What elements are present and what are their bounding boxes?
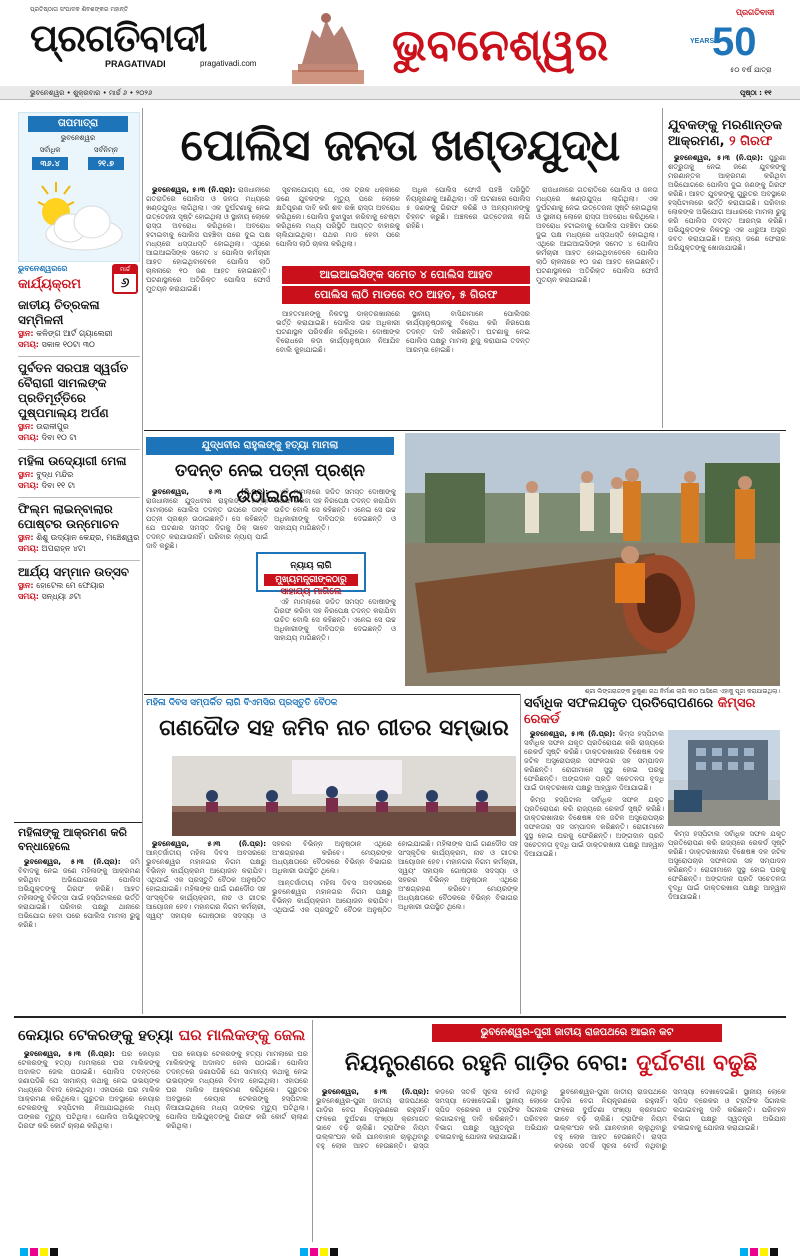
lead-kicker-injured: ଆଇଆଇସିଙ୍କ ସମେତ ୪ ପୋଲିସ ଆହତ [282, 266, 530, 284]
divider [14, 1016, 786, 1018]
story2-col1 [146, 488, 268, 688]
column-rule [312, 1020, 313, 1242]
divider [144, 694, 520, 695]
temperature-min-value: ୨୧.୭ [88, 157, 124, 170]
column-rule [142, 108, 143, 1014]
story-text: ଘର କେୟାର ଟେକରଙ୍କୁ ହତ୍ୟା ମାମଲାରେ ଘର ମାଲିକଙ୍କୁ ଅଦାଲତ ଜେଲ ପଠାଇଛି। ପୋଲିସ ତଦନ୍ତରେ ଜଣାପଡିଛି ଯେ ସାମାନ୍ୟ କଥାକୁ ନେଇ ଉଭୟଙ୍କ ମଧ୍ୟରେ ବିବାଦ ହୋଇଥିଲା। ଏହାପରେ ଘର ମାଲିକ ଆକ୍ରମଣ କରିଥିଲେ। ଗୁରୁତର ଅବସ୍ଥାରେ କେୟାର ଟେକରଙ୍କୁ ହସ୍ପିଟାଲ ନିଆଯାଇଥିଲେ ମଧ୍ୟ ତାଙ୍କର ମୃତ୍ୟୁ ଘଟିଥିଲା। ପୋଲିସ ଅଭିଯୁକ୍ତଙ୍କୁ ଗିରଫ କରି କୋର୍ଟ ଚାଲାଣ କରିଥିଲା। [166, 1050, 308, 1130]
story-dateline: ଭୁବନେଶ୍ୱର, ୫।୩ (ନି.ପ୍ର): [152, 840, 266, 848]
bottom-right-kicker: ଭୁବନେଶ୍ୱର-ପୁରୀ ଜାତୀୟ ରାଜପଥରେ ଆଇନ କଟ [432, 1024, 722, 1042]
program-time-label: ସମୟ: [18, 340, 39, 349]
lead-story-col2 [276, 186, 400, 262]
story4-body-cont [668, 830, 786, 1012]
programs-heading: କାର୍ଯ୍ୟକ୍ରମ [18, 277, 81, 292]
story-text: କିମ୍ସ ହସ୍ପିଟାଲ ସର୍ବାଧିକ ସଫଳ ଯକୃତ ପ୍ରତିରୋପଣ କରି ରାଜ୍ୟରେ ରେକର୍ଡ ସୃଷ୍ଟି କରିଛି। ଡାକ୍ତରଖାନାର ବିଶେଷଜ୍ଞ ଦଳ ଜଟିଳ ଅସ୍ତ୍ରୋପଚାର ସଫଳତାର ସହ ସମ୍ପାଦନ କରିଛନ୍ତି। ରୋଗୀମାନେ ସୁସ୍ଥ ହୋଇ ଘରକୁ ଫେରିଛନ୍ତି। ଅଙ୍ଗଦାନ ପ୍ରତି ସଚେତନତା ବୃଦ୍ଧି ପାଇଁ ଡାକ୍ତରଖାନା ପକ୍ଷରୁ ଆହ୍ୱାନ ଦିଆଯାଇଛି। [668, 830, 786, 901]
photo-caption: ଶ୍ରୀ ଲିଙ୍ଗରାଜଙ୍କ ରୁକୁଣା ରଥ ନିର୍ମାଣ ଲାଗି କାଠ ଆସିଲେ ଏହାକୁ ପୂଜା କରାଯାଇଥିଲା। [584, 688, 780, 695]
program-item [18, 565, 140, 602]
program-item [18, 454, 140, 491]
temperature-max-label: ସର୍ବାଧିକ [39, 146, 61, 154]
print-registration-marks [0, 1244, 800, 1260]
program-place: କଳିଙ୍ଗ ଆର୍ଟ ଗ୍ୟାଲେରୀ [36, 329, 113, 338]
story-text: ଆନ୍ତର୍ଜାତୀୟ ମହିଳା ଦିବସ ଅବସରରେ ଭୁବନେଶ୍ୱର ମହାନଗର ନିଗମ ପକ୍ଷରୁ ବିଭିନ୍ନ କାର୍ଯ୍ୟକ୍ରମ ଆୟୋଜନ କରାଯିବ। ଏଥିପାଇଁ ଏକ ପ୍ରସ୍ତୁତି ବୈଠକ ଅନୁଷ୍ଠିତ ହୋଇଯାଇଛି। ମହିଳାଙ୍କ ପାଇଁ ଗଣଦୌଡ ସହ ସାଂସ୍କୃତିକ କାର୍ଯ୍ୟକ୍ରମ, ନାଚ ଓ ଗୀତର ଆୟୋଜନ ହେବ। ମହାନଗର ନିଗମ କର୍ମଚାରୀ, ସ୍ୱୟଂ ସହାୟକ ଗୋଷ୍ଠୀର ସଦସ୍ୟା ଓ ସହରର ବିଭିନ୍ନ ଅନୁଷ୍ଠାନ ଏଥିରେ ଅଂଶଗ୍ରହଣ କରିବେ। ମେୟରଙ୍କ ଅଧ୍ୟକ୍ଷତାରେ ବୈଠକରେ ବିଭିନ୍ନ ବିଭାଗର ଅଧିକାରୀ ଉପସ୍ଥିତ ଥିଲେ। [272, 840, 518, 914]
story-text: ପୁରୁଣା ଶତ୍ରୁତାକୁ ନେଇ ଜଣେ ଯୁବକଙ୍କୁ ମରଣାନ୍ତକ ଆକ୍ରମଣ କରିଥିବା ଅଭିଯୋଗରେ ପୋଲିସ ଦୁଇ ଜଣଙ୍କୁ ଗିରଫ କରିଛି। ଆହତ ଯୁବକଙ୍କୁ ଗୁରୁତର ଅବସ୍ଥାରେ ହସ୍ପିଟାଲରେ ଭର୍ତ୍ତି କରାଯାଇଛି। ପରିବାର ଲୋକଙ୍କ ଅଭିଯୋଗ ଆଧାରରେ ମାମଲା ରୁଜୁ କରି ପୋଲିସ ତଦନ୍ତ ଆରମ୍ଭ କରିଛି। ଅଭିଯୁକ୍ତଙ୍କ ନିକଟରୁ ଏକ ଧାରୁଆ ଅସ୍ତ୍ର ଜବତ କରାଯାଇଛି। ଅନ୍ୟ ଜଣେ ଫେରାର ଅଭିଯୁକ୍ତଙ୍କୁ ଖୋଜାଯାଉଛି। [668, 154, 786, 252]
story-text: ଏହି ମାମଲାରେ ଜଡିତ ସମସ୍ତ ଦୋଷୀଙ୍କୁ ଗିରଫ କରିବା ସହ ନିରପେକ୍ଷ ତଦନ୍ତ କରାଯିବା ଉଚିତ ବୋଲି ସେ କହିଛନ୍ତି। ଏନେଇ ସେ ଉଚ୍ଚ ଅଧିକାରୀଙ୍କୁ ଦାବିପତ୍ର ଦେଇଛନ୍ତି ଓ ସାହାଯ୍ୟ ମାଗିଛନ୍ତି। [274, 488, 396, 532]
pull-quote [256, 552, 366, 597]
story-headline[interactable]: ମହିଳାଙ୍କୁ ଆକ୍ରମଣ କରି ବନ୍ଧାହେଲେ [18, 826, 128, 853]
program-time-label: ସମୟ: [18, 544, 39, 553]
story-text: ଘର କେୟାର ଟେକରଙ୍କୁ ହତ୍ୟା ମାମଲାରେ ଘର ମାଲିକଙ୍କୁ ଅଦାଲତ ଜେଲ ପଠାଇଛି। ପୋଲିସ ତଦନ୍ତରେ ଜଣାପଡିଛି ଯେ ସାମାନ୍ୟ କଥାକୁ ନେଇ ଉଭୟଙ୍କ ମଧ୍ୟରେ ବିବାଦ ହୋଇଥିଲା। ଏହାପରେ ଘର ମାଲିକ ଆକ୍ରମଣ କରିଥିଲେ। ଗୁରୁତର ଅବସ୍ଥାରେ କେୟାର ଟେକରଙ୍କୁ ହସ୍ପିଟାଲ ନିଆଯାଇଥିଲେ ମଧ୍ୟ ତାଙ୍କର ମୃତ୍ୟୁ ଘଟିଥିଲା। ପୋଲିସ ଅଭିଯୁକ୍ତଙ୍କୁ ଗିରଫ କରି କୋର୍ଟ ଚାଲାଣ କରିଥିଲା। [18, 1050, 160, 1130]
lead-story-col1 [146, 186, 270, 426]
pull-quote-line2: ମୁଖ୍ୟମନ୍ତ୍ରୀଙ୍କଠାରୁ [264, 574, 358, 586]
column-rule [662, 108, 663, 428]
website-url[interactable]: pragativadi.com [200, 59, 257, 68]
story-body [18, 858, 140, 1010]
newspaper-logo[interactable]: ପ୍ରଗତିବାଦୀ [30, 16, 207, 60]
program-item [18, 298, 140, 350]
newspaper-logo-latin: PRAGATIVADI [105, 59, 166, 69]
lead-headline[interactable]: ପୋଲିସ ଜନତା ଖଣ୍ଡଯୁଦ୍ଧ [180, 120, 620, 171]
program-place-label: ସ୍ଥାନ: [18, 422, 34, 431]
bottom-right-title-part1: ନିୟନ୍ତ୍ରଣରେ ରହୁନି ଗାଡ଼ିର ବେଗ: [344, 1051, 629, 1076]
story-dateline: ଭୁବନେଶ୍ୱର, ୫।୩ (ନି.ପ୍ର): [24, 1050, 115, 1058]
program-place-label: ସ୍ଥାନ: [18, 581, 34, 590]
calendar-icon [112, 264, 138, 294]
story2-headline[interactable]: ତଦନ୍ତ ନେଇ ପତ୍ନୀ ପ୍ରଶ୍ନ ଉଠାଇଲେ [175, 461, 365, 507]
program-item [18, 502, 140, 554]
lead-story-col3b [406, 310, 530, 426]
badge-years-label: YEARS [690, 38, 715, 45]
program-title: ପୁର୍ବତନ ସରପଞ୍ଚ ସ୍ୱର୍ଗତ ବୈରାଗୀ ସାମଲଙ୍କ ପ୍ରତିମୂର୍ତ୍ତିରେ ପୁଷ୍ପମାଲ୍ୟ ଅର୍ପଣ [18, 361, 129, 420]
pull-quote-line1: ନ୍ୟାୟ ଲାଗି [290, 561, 332, 571]
story-text: ସୂଚନାଯୋଗ୍ୟ ଯେ, ଏକ ଟ୍ରକ ଧକ୍କାରେ ଜଣେ ଯୁବକଙ୍କ ମୃତ୍ୟୁ ପରେ ଲୋକେ କ୍ଷତିପୂରଣ ଦାବି କରି ଶବ ରଖି ରାସ୍ତା ଅବରୋଧ କରିଥିଲେ। ପୋଲିସ ବୁଝାସୁଝା କରିବାକୁ ଚେଷ୍ଟା କରିଥିଲେ ମଧ୍ୟ ପରିସ୍ଥିତି ଆୟତ୍ତ ବାହାରକୁ ଚାଲିଯାଇଥିଲା। ପଥର ମାଡ ହେବା ପରେ ପୋଲିସ ଲାଠି ଚାଳନା କରିଥିଲା। [276, 186, 400, 248]
badge-caption: ୫୦ ବର୍ଷ ଯାତ୍ରା [730, 66, 772, 74]
program-time: ଦିବା ୧୧ ଟା [41, 481, 76, 490]
anniversary-badge [690, 8, 776, 78]
story-dateline: ଭୁବନେଶ୍ୱର, ୫।୩ (ନି.ପ୍ର): [322, 1088, 429, 1096]
program-time: ସନ୍ଧ୍ୟା ୬ଟା [41, 592, 82, 601]
right-story-title-part1: ଯୁବକଙ୍କୁ ମରଣାନ୍ତକ ଆକ୍ରମଣ, [668, 118, 783, 149]
temperature-city: ଭୁବନେଶ୍ୱର [60, 134, 96, 142]
story2-col2 [274, 488, 396, 548]
calendar-day: ୬ [120, 275, 130, 291]
program-place-label: ସ୍ଥାନ: [18, 533, 34, 542]
program-place: ହୋଟେଲ ମେ ଫେୟାର [36, 581, 105, 590]
badge-years-number: 50 [712, 20, 757, 64]
weather-sun-cloud-icon [26, 176, 130, 256]
program-time: ଅପରାହ୍ନ ୪ଟା [41, 544, 86, 553]
divider [14, 822, 142, 823]
divider [18, 560, 140, 561]
divider [18, 356, 140, 357]
story3-kicker: ମହିଳା ଦିବସ ସମ୍ପର୍କିତ ଲାଗି ବିଏମସିର ପ୍ରସ୍ତୁତି ବୈଠକ [146, 698, 338, 708]
story-text: ରାଜଧାନୀରେ ଗତରାତିରେ ପୋଲିସ ଓ ଜନତା ମଧ୍ୟରେ ଖଣ୍ଡଯୁଦ୍ଧ ଲାଗିଥିଲା। ଏକ ଦୁର୍ଘଟଣାକୁ ନେଇ ଉତ୍ତେଜନା ସୃଷ୍ଟି ହୋଇଥିଲା ଓ ସ୍ଥାନୀୟ ଲୋକେ ରାସ୍ତା ଅବରୋଧ କରିଥିଲେ। ଅବରୋଧ ହଟାଇବାକୁ ପୋଲିସ ପହଞ୍ଚିବା ପରେ ଦୁଇ ପକ୍ଷ ମଧ୍ୟରେ ଧସ୍ତାଧସ୍ତି ହୋଇଥିଲା। ଏଥିରେ ଆଇଆଇସିଙ୍କ ସମେତ ୪ ପୋଲିସ କର୍ମଚାରୀ ଆହତ ହୋଇଥିବାବେଳେ ପୋଲିସ ଲାଠି ଚାଳନାରେ ୧୦ ଜଣ ଆହତ ହୋଇଛନ୍ତି। ଘଟଣାସ୍ଥଳରେ ଅତିରିକ୍ତ ପୋଲିସ ଫୋର୍ସ ମୁତୟନ କରାଯାଇଛି। [146, 186, 270, 293]
program-time: ଦିବା ୧୦ ଟା [41, 433, 77, 442]
statue-illustration [272, 8, 382, 88]
lead-story-col2b [276, 310, 400, 426]
story4-body [524, 730, 664, 1012]
program-time-label: ସମୟ: [18, 592, 39, 601]
right-story-headline[interactable] [668, 118, 786, 150]
story-text: ଏହି ମାମଲାରେ ଜଡିତ ସମସ୍ତ ଦୋଷୀଙ୍କୁ ଗିରଫ କରିବା ସହ ନିରପେକ୍ଷ ତଦନ୍ତ କରାଯିବା ଉଚିତ ବୋଲି ସେ କହିଛନ୍ତି। ଏନେଇ ସେ ଉଚ୍ଚ ଅଧିକାରୀଙ୍କୁ ଦାବିପତ୍ର ଦେଇଛନ୍ତି ଓ ସାହାଯ୍ୟ ମାଗିଛନ୍ତି। [274, 598, 396, 642]
programs-city: ଭୁବନେଶ୍ୱରରେ [18, 264, 68, 273]
story-text: ଅଧିକ ପୋଲିସ ଫୋର୍ସ ପହଞ୍ଚି ପରିସ୍ଥିତି ନିୟନ୍ତ୍ରଣକୁ ଆଣିଥିଲା। ଏହି ଘଟଣାରେ ପୋଲିସ ୫ ଜଣଙ୍କୁ ଗିରଫ କରିଛି ଓ ଅନ୍ୟମାନଙ୍କୁ ଚିହ୍ନଟ କରୁଛି। ଅଞ୍ଚଳରେ ଉତ୍ତେଜନା ଲାଗି ରହିଛି। [406, 186, 530, 230]
story4-title-part1: ସର୍ବାଧିକ ସଫଳଯକୃତ ପ୍ରତିରୋପଣରେ [524, 696, 714, 711]
story2-col2b [274, 598, 396, 688]
story-text: କିମ୍ସ ହସ୍ପିଟାଲ ସର୍ବାଧିକ ସଫଳ ଯକୃତ ପ୍ରତିରୋପଣ କରି ରାଜ୍ୟରେ ରେକର୍ଡ ସୃଷ୍ଟି କରିଛି। ଡାକ୍ତରଖାନାର ବିଶେଷଜ୍ଞ ଦଳ ଜଟିଳ ଅସ୍ତ୍ରୋପଚାର ସଫଳତାର ସହ ସମ୍ପାଦନ କରିଛନ୍ତି। ରୋଗୀମାନେ ସୁସ୍ଥ ହୋଇ ଘରକୁ ଫେରିଛନ୍ତି। ଅଙ୍ଗଦାନ ପ୍ରତି ସଚେତନତା ବୃଦ୍ଧି ପାଇଁ ଡାକ୍ତରଖାନା ପକ୍ଷରୁ ଆହ୍ୱାନ ଦିଆଯାଇଛି। [524, 796, 664, 858]
masthead-tagline: ପ୍ରତିଷ୍ଠାତା ସଂପାଦକ ଶିବଶଙ୍କର ମହାନ୍ତି [30, 6, 129, 13]
program-title: ମହିଳା ଉଦେ୍ୟାଗୀ ମେଳା [18, 454, 127, 468]
bottom-left-headline[interactable] [18, 1024, 308, 1046]
story-text: ଜମି ବିବାଦକୁ ନେଇ ଜଣେ ମହିଳାଙ୍କୁ ଆକ୍ରମଣ କରିଥିବା ଅଭିଯୋଗରେ ପୋଲିସ ଅଭିଯୁକ୍ତଙ୍କୁ ଗିରଫ କରିଛି। ଆହତ ମହିଳାଙ୍କୁ ଚିକିତ୍ସା ପାଇଁ ହସ୍ପିଟାଲରେ ଭର୍ତ୍ତି କରାଯାଇଛି। ପରିବାର ପକ୍ଷରୁ ଥାନାରେ ଅଭିଯୋଗ ହେବା ପରେ ପୋଲିସ ମାମଲା ରୁଜୁ କରିଛି। [18, 858, 140, 929]
bottom-left-title-part2: ଘର ମାଲିକଙ୍କୁ ଜେଲ [178, 1026, 306, 1044]
program-time-label: ସମୟ: [18, 433, 39, 442]
program-place-label: ସ୍ଥାନ: [18, 470, 34, 479]
story-text: ଭୁବନେଶ୍ୱର-ପୁରୀ ଜାତୀୟ ରାଜପଥରେ ଗାଡ଼ିର ବେଗ ନିୟନ୍ତ୍ରଣରେ ରହୁନାହିଁ। ଫଳରେ ଦୁର୍ଘଟଣା ସଂଖ୍ୟା କ୍ରମାଗତ ଭାବେ ବଢ଼ି ଚାଲିଛି। ଟ୍ରାଫିକ ନିୟମ ଉଲ୍ଲଂଘନ କରି ଯାନବାହାନ ଚାଲୁଥିବାରୁ ବହୁ ଲୋକ ଆହତ ହେଉଛନ୍ତି। ରାସ୍ତା କଡ଼ରେ ସତର୍କ ସୂଚନା ବୋର୍ଡ ନଥିବାରୁ ସମସ୍ୟା ଦେଖାଦେଇଛି। ସ୍ଥାନୀୟ ଲୋକେ ସ୍ପିଡ ବ୍ରେକର ଓ ଟ୍ରାଫିକ ସିଗନାଲ ଲଗାଇବାକୁ ଦାବି କରିଛନ୍ତି। ପରିବହନ ବିଭାଗ ପକ୍ଷରୁ ସ୍ୱତନ୍ତ୍ର ଅଭିଯାନ ଚଳାଇବାକୁ ଯୋଜନା କରାଯାଇଛି। [554, 1088, 786, 1150]
story-text: ଆନ୍ତର୍ଜାତୀୟ ମହିଳା ଦିବସ ଅବସରରେ ଭୁବନେଶ୍ୱର ମହାନଗର ନିଗମ ପକ୍ଷରୁ ବିଭିନ୍ନ କାର୍ଯ୍ୟକ୍ରମ ଆୟୋଜନ କରାଯିବ। ଏଥିପାଇଁ ଏକ ପ୍ରସ୍ତୁତି ବୈଠକ ଅନୁଷ୍ଠିତ ହୋଇଯାଇଛି। ମହିଳାଙ୍କ ପାଇଁ ଗଣଦୌଡ ସହ ସାଂସ୍କୃତିକ କାର୍ଯ୍ୟକ୍ରମ, ନାଚ ଓ ଗୀତର ଆୟୋଜନ ହେବ। ମହାନଗର ନିଗମ କର୍ମଚାରୀ, ସ୍ୱୟଂ ସହାୟକ ଗୋଷ୍ଠୀର ସଦସ୍ୟା ଓ ସହରର ବିଭିନ୍ନ ଅନୁଷ୍ଠାନ ଏଥିରେ ଅଂଶଗ୍ରହଣ କରିବେ। ମେୟରଙ୍କ ଅଧ୍ୟକ୍ଷତାରେ ବୈଠକରେ ବିଭିନ୍ନ ବିଭାଗର ଅଧିକାରୀ ଉପସ୍ଥିତ ଥିଲେ। [146, 840, 392, 920]
story-dateline: ଭୁବନେଶ୍ୱର, ୫।୩ (ନି.ପ୍ର): [674, 154, 763, 162]
story-text: କିମ୍ସ ହସ୍ପିଟାଲ ସର୍ବାଧିକ ସଫଳ ଯକୃତ ପ୍ରତିରୋପଣ କରି ରାଜ୍ୟରେ ରେକର୍ଡ ସୃଷ୍ଟି କରିଛି। ଡାକ୍ତରଖାନାର ବିଶେଷଜ୍ଞ ଦଳ ଜଟିଳ ଅସ୍ତ୍ରୋପଚାର ସଫଳତାର ସହ ସମ୍ପାଦନ କରିଛନ୍ତି। ରୋଗୀମାନେ ସୁସ୍ଥ ହୋଇ ଘରକୁ ଫେରିଛନ୍ତି। ଅଙ୍ଗଦାନ ପ୍ରତି ସଚେତନତା ବୃଦ୍ଧି ପାଇଁ ଡାକ୍ତରଖାନା ପକ୍ଷରୁ ଆହ୍ୱାନ ଦିଆଯାଇଛି। [524, 730, 664, 792]
temperature-max-value: ୩୬.୪ [32, 157, 68, 170]
photo-bmc-meeting[interactable] [172, 756, 516, 836]
column-rule [520, 694, 521, 1014]
lead-story-col3 [406, 186, 530, 262]
story4-headline[interactable] [524, 696, 786, 728]
lead-story-col4 [536, 186, 658, 426]
program-title: ଫିଲ୍ମ ଲାଇନ୍‌ବାଲାର ପୋଷ୍ଟର ଉନ୍ମୋଚନ [18, 502, 119, 531]
edition-title: ଭୁବନେଶ୍ୱର [392, 20, 609, 71]
page-number: ପୃଷ୍ଠା : ୧୧ [740, 89, 772, 97]
bottom-right-body [316, 1088, 786, 1240]
story-text: ସ୍ଥାନୀୟ ବାସିନ୍ଦାମାନେ ପୋଲିସର କାର୍ଯ୍ୟାନୁଷ୍ଠାନକୁ ବିରୋଧ କରି ନିରପେକ୍ଷ ତଦନ୍ତ ଦାବି କରିଛନ୍ତି। ଘଟଣାକୁ ନେଇ ପୋଲିସ ପକ୍ଷରୁ ମାମଲା ରୁଜୁ କରାଯାଇ ତଦନ୍ତ ଆରମ୍ଭ ହୋଇଛି। [406, 310, 530, 354]
program-place: ଶିଶୁ ଉଦ୍ୟାନ କେନ୍ଦ୍ର, ମଞ୍ଚେଶ୍ୱର [36, 533, 140, 542]
divider [18, 497, 140, 498]
bottom-left-title-part1: କେୟାର ଟେକରଙ୍କୁ ହତ୍ୟା [18, 1026, 174, 1044]
photo-log-worship[interactable] [405, 433, 780, 686]
program-place: ଉରାଳୀପୁର [36, 422, 69, 431]
calendar-month: ମାର୍ଚ୍ଚ [114, 266, 136, 274]
badge-brand: ପ୍ରଗତିବାଦୀ [736, 8, 775, 17]
program-time: ସକାଳ ୧୦ଟା ୩୦ [41, 340, 95, 349]
story-text: ରାଜଧାନୀରେ ଯୁଦ୍ଧବୀର ରାହୁଲଙ୍କ ହତ୍ୟା ମାମଲାରେ ପୋଲିସ ତଦନ୍ତ ଉପରେ ତାଙ୍କ ପତ୍ନୀ ପ୍ରଶ୍ନ ଉଠାଇଛନ୍ତି। ସେ କହିଛନ୍ତି ଯେ ଘଟଣାର ସମସ୍ତ ଦିଗକୁ ଠିକ୍ ଭାବେ ତଦନ୍ତ କରାଯାଉନାହିଁ। ପରିବାର ନ୍ୟାୟ ପାଇଁ ଦାବି କରୁଛି। [146, 497, 268, 550]
story-dateline: ଭୁବନେଶ୍ୱର, ୫।୩ (ନି.ପ୍ର): [530, 730, 616, 738]
story-text: ଭୁବନେଶ୍ୱର-ପୁରୀ ଜାତୀୟ ରାଜପଥରେ ଗାଡ଼ିର ବେଗ ନିୟନ୍ତ୍ରଣରେ ରହୁନାହିଁ। ଫଳରେ ଦୁର୍ଘଟଣା ସଂଖ୍ୟା କ୍ରମାଗତ ଭାବେ ବଢ଼ି ଚାଲିଛି। ଟ୍ରାଫିକ ନିୟମ ଉଲ୍ଲଂଘନ କରି ଯାନବାହାନ ଚାଲୁଥିବାରୁ ବହୁ ଲୋକ ଆହତ ହେଉଛନ୍ତି। ରାସ୍ତା କଡ଼ରେ ସତର୍କ ସୂଚନା ବୋର୍ଡ ନଥିବାରୁ ସମସ୍ୟା ଦେଖାଦେଇଛି। ସ୍ଥାନୀୟ ଲୋକେ ସ୍ପିଡ ବ୍ରେକର ଓ ଟ୍ରାଫିକ ସିଗନାଲ ଲଗାଇବାକୁ ଦାବି କରିଛନ୍ତି। ପରିବହନ ବିଭାଗ ପକ୍ଷରୁ ସ୍ୱତନ୍ତ୍ର ଅଭିଯାନ ଚଳାଇବାକୁ ଯୋଜନା କରାଯାଇଛି। [316, 1088, 548, 1150]
program-list [18, 298, 140, 602]
bottom-right-headline[interactable] [316, 1046, 786, 1082]
story4-title-part2: କିମ୍ସର ରେକର୍ଡ [524, 696, 756, 727]
story3-body [146, 840, 518, 1012]
divider [18, 449, 140, 450]
story-dateline: ଭୁବନେଶ୍ୱର, ୫।୩ (ନି.ପ୍ର): [24, 858, 121, 866]
program-title: ଆର୍ଯ୍ୟ ସମ୍ମାନ ଉତ୍ସବ [18, 565, 129, 579]
temperature-min-label: ସର୍ବନିମ୍ନ [93, 146, 119, 154]
story-text: ଆହତମାନଙ୍କୁ ନିକଟସ୍ଥ ଡାକ୍ତରଖାନାରେ ଭର୍ତ୍ତି କରାଯାଇଛି। ପୋଲିସ ଉଚ୍ଚ ଅଧିକାରୀ ଘଟଣାସ୍ଥଳ ପରିଦର୍ଶନ କରିଥିଲେ। ଦୋଷୀଙ୍କ ବିରୋଧରେ କଡ଼ା କାର୍ଯ୍ୟାନୁଷ୍ଠାନ ନିଆଯିବ ବୋଲି କୁହାଯାଇଛି। [276, 310, 400, 354]
story3-headline[interactable]: ଗଣଦୌଡ ସହ ଜମିବ ନାଚ ଗୀତର ସମ୍ଭାର [159, 716, 509, 741]
program-place: ବୁଦ୍ଧ ମନ୍ଦିର [36, 470, 74, 479]
photo-kims-hospital[interactable] [668, 730, 780, 826]
temperature-title: ତାପମାତ୍ରା [28, 116, 128, 132]
page-dateline: ଭୁବନେଶ୍ୱର • ଶୁକ୍ରବାର • ମାର୍ଚ୍ଚ ୬ • ୨୦୨୬ [0, 86, 800, 100]
program-time-label: ସମୟ: [18, 481, 39, 490]
story2-kicker: ଯୁଦ୍ଧବୀର ରାହୁଲଙ୍କୁ ହତ୍ୟା ମାମଲା [146, 437, 394, 455]
masthead [0, 0, 800, 92]
program-place-label: ସ୍ଥାନ: [18, 329, 34, 338]
right-story-body [668, 154, 786, 426]
program-title: ଜାତୀୟ ଚିତ୍ରକଳା ସମ୍ମିଳନୀ [18, 298, 100, 327]
pull-quote-line3: ସାହାଯ୍ୟ ମାଗିଲେ [280, 587, 342, 597]
bottom-left-body [18, 1050, 308, 1240]
right-story-title-part2: ୨ ଗିରଫ [729, 134, 773, 149]
bottom-right-title-part2: ଦୁର୍ଘଟଣା ବଢୁଛି [636, 1051, 758, 1076]
story-dateline: ଭୁବନେଶ୍ୱର, ୫।୩ (ନି.ପ୍ର): [152, 488, 268, 496]
story-text: ରାଜଧାନୀରେ ଗତରାତିରେ ପୋଲିସ ଓ ଜନତା ମଧ୍ୟରେ ଖଣ୍ଡଯୁଦ୍ଧ ଲାଗିଥିଲା। ଏକ ଦୁର୍ଘଟଣାକୁ ନେଇ ଉତ୍ତେଜନା ସୃଷ୍ଟି ହୋଇଥିଲା ଓ ସ୍ଥାନୀୟ ଲୋକେ ରାସ୍ତା ଅବରୋଧ କରିଥିଲେ। ଅବରୋଧ ହଟାଇବାକୁ ପୋଲିସ ପହଞ୍ଚିବା ପରେ ଦୁଇ ପକ୍ଷ ମଧ୍ୟରେ ଧସ୍ତାଧସ୍ତି ହୋଇଥିଲା। ଏଥିରେ ଆଇଆଇସିଙ୍କ ସମେତ ୪ ପୋଲିସ କର୍ମଚାରୀ ଆହତ ହୋଇଥିବାବେଳେ ପୋଲିସ ଲାଠି ଚାଳନାରେ ୧୦ ଜଣ ଆହତ ହୋଇଛନ୍ତି। ଘଟଣାସ୍ଥଳରେ ଅତିରିକ୍ତ ପୋଲିସ ଫୋର୍ସ ମୁତୟନ କରାଯାଇଛି। [536, 186, 658, 284]
program-item [18, 361, 140, 443]
lead-kicker-arrested: ପୋଲିସ ଲାଠି ମାଡରେ ୧୦ ଆହତ, ୫ ଗିରଫ [282, 286, 530, 304]
divider [144, 430, 786, 431]
story-dateline: ଭୁବନେଶ୍ୱର, ୫।୩ (ନି.ପ୍ର): [152, 186, 236, 194]
